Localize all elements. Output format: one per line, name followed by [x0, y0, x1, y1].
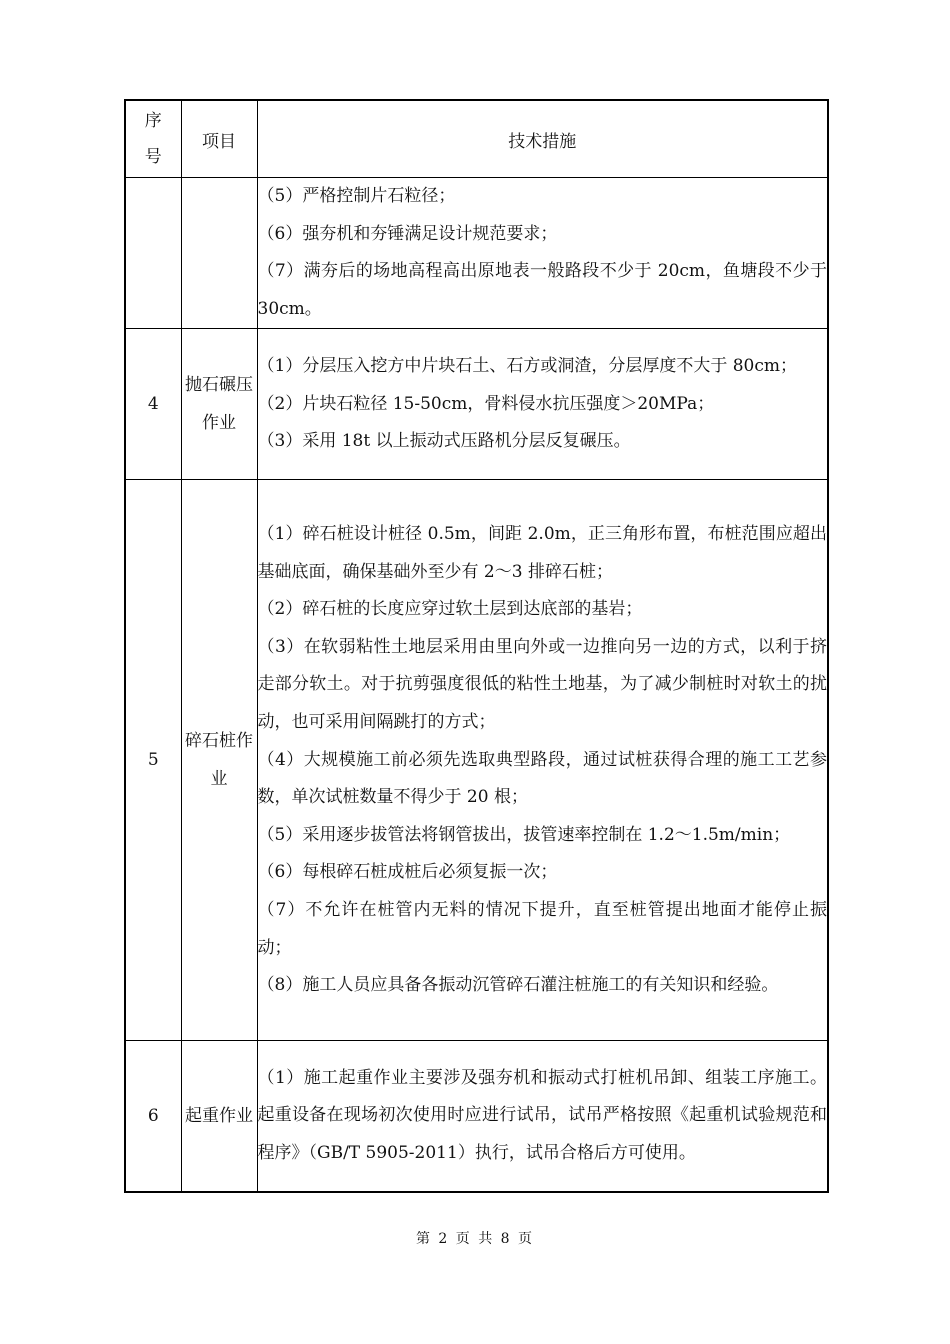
row-seq: 6 [125, 1041, 181, 1192]
row-item: 抛石碾压作业 [181, 329, 257, 480]
table-row [125, 480, 828, 1041]
tech-line: （6）每根碎石桩成桩后必须复振一次； [257, 862, 558, 883]
page-footer: 第 2 页 共 8 页 [415, 1231, 535, 1247]
tech-line: （1）施工起重作业主要涉及强夯机和振动式打桩机吊卸、组装工序施工。起重设备在现场初次使用时应进行试吊，试吊严格按照《起重机试验规范和程序》（GB/T 5905-2011）执行，试吊合格后方可使用。 [257, 1067, 827, 1163]
tech-line: （8）施工人员应具备各振动沉管碎石灌注桩施工的有关知识和经验。 [257, 975, 779, 996]
table-row [125, 329, 828, 480]
row-seq [125, 178, 181, 329]
row-item: 碎石桩作业 [181, 480, 257, 1041]
tech-line: （1）碎石桩设计桩径 0.5m，间距 2.0m，正三角形布置，布桩范围应超出基础底面，确保基础外至少有 2～3 排碎石桩； [257, 524, 827, 582]
table-header-row [125, 100, 828, 178]
tech-line: （6）强夯机和夯锤满足设计规范要求； [257, 223, 558, 244]
header-tech: 技术措施 [257, 100, 828, 178]
row-tech [257, 178, 828, 329]
header-seq: 序号 [125, 100, 181, 178]
tech-line: （3）采用 18t 以上振动式压路机分层反复碾压。 [257, 431, 631, 452]
tech-line: （3）在软弱粘性土地层采用由里向外或一边推向另一边的方式，以利于挤走部分软土。对于抗剪强度很低的粘性土地基，为了减少制桩时对软土的扰动，也可采用间隔跳打的方式； [257, 636, 827, 732]
row-tech [257, 329, 828, 480]
table-row [125, 1041, 828, 1192]
table-row [125, 178, 828, 329]
tech-line: （1）分层压入挖方中片块石土、石方或洞渣，分层厚度不大于 80cm； [257, 355, 797, 376]
tech-line: （5）采用逐步拔管法将钢管拔出，拔管速率控制在 1.2～1.5m/min； [257, 824, 791, 845]
header-item: 项目 [181, 100, 257, 178]
tech-line: （2）碎石桩的长度应穿过软土层到达底部的基岩； [257, 599, 643, 620]
row-tech [257, 1041, 828, 1192]
tech-line: （2）片块石粒径 15-50cm，骨料侵水抗压强度＞20MPa； [257, 393, 715, 414]
tech-line: （5）严格控制片石粒径； [257, 186, 456, 206]
technical-measures-table [124, 99, 829, 1193]
tech-line: （7）不允许在桩管内无料的情况下提升，直至桩管提出地面才能停止振动； [257, 899, 827, 958]
row-item: 起重作业 [181, 1041, 257, 1192]
tech-line: （7）满夯后的场地高程高出原地表一般路段不少于 20cm，鱼塘段不少于 30cm。 [257, 261, 827, 319]
tech-line: （4）大规模施工前必须先选取典型路段，通过试桩获得合理的施工工艺参数，单次试桩数量不得少于 20 根； [257, 749, 827, 808]
row-tech [257, 480, 828, 1041]
row-seq: 4 [125, 329, 181, 480]
row-item [181, 178, 257, 329]
row-seq: 5 [125, 480, 181, 1041]
